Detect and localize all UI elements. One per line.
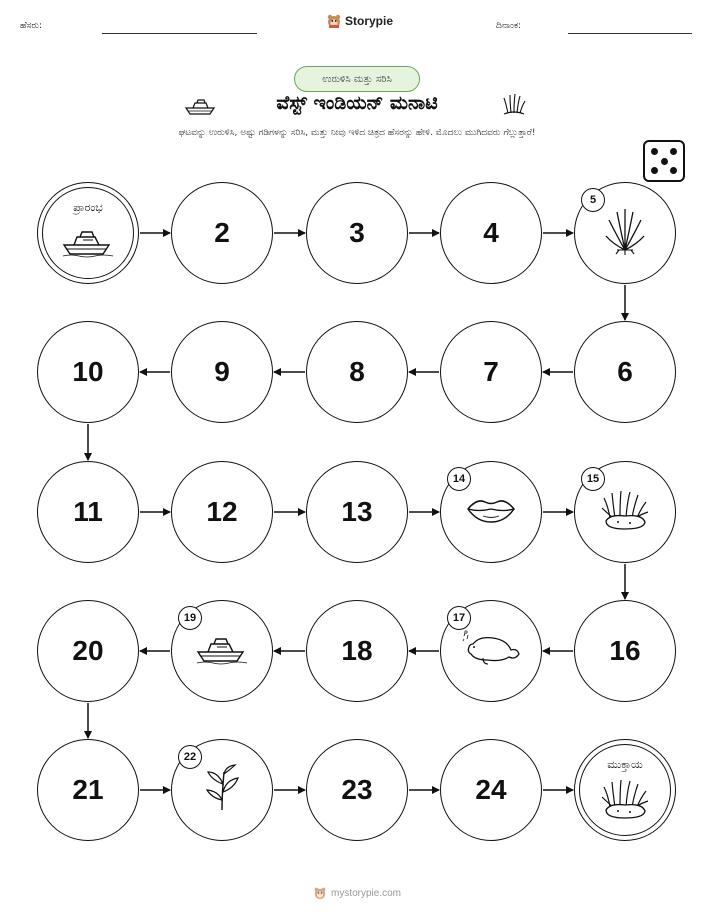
lips-icon <box>465 496 517 528</box>
space-number: 24 <box>475 774 507 805</box>
start-space[interactable] <box>37 182 139 284</box>
space-number: 16 <box>609 635 641 666</box>
footer <box>0 886 714 900</box>
space-number-badge: 15 <box>581 467 605 491</box>
board-space[interactable] <box>37 461 139 563</box>
subtitle-pill: ಉರುಳಿಸಿ ಮತ್ತು ಸರಿಸಿ <box>294 66 420 92</box>
board-space[interactable] <box>306 182 408 284</box>
board-space[interactable] <box>37 600 139 702</box>
board-space[interactable] <box>440 321 542 423</box>
board-space[interactable] <box>171 182 273 284</box>
space-number: 7 <box>483 356 499 387</box>
space-number: 13 <box>341 496 373 527</box>
page-title: ವೆಸ್ಟ್ ಇಂಡಿಯನ್ ಮನಾಟಿ <box>276 92 438 114</box>
space-number: 4 <box>483 217 499 248</box>
board-space[interactable] <box>171 461 273 563</box>
space-number: 9 <box>214 356 230 387</box>
space-number-badge: 5 <box>581 188 605 212</box>
space-number: 2 <box>214 217 230 248</box>
space-number-badge: 17 <box>447 606 471 630</box>
boat-icon <box>61 226 115 262</box>
space-number: 6 <box>617 356 633 387</box>
space-number: 11 <box>73 496 103 527</box>
date-label: ದಿನಾಂಕ: <box>496 21 522 31</box>
name-label: ಹೆಸರು: <box>20 21 43 31</box>
board-space[interactable] <box>306 600 408 702</box>
footer-mascot-icon <box>313 886 327 900</box>
finish-label: ಮುಕ್ತಾಯ <box>607 758 643 771</box>
instructions-text: ಘಟವನ್ನು ಉರುಳಿಸಿ, ಅಷ್ಟು ಗಡಿಗಳನ್ನು ಸರಿಸಿ, ಮತ್ತು ನೀವು ಇಳಿದ ಚಿತ್ರದ ಹೆಸರನ್ನು ಹೇಳಿ. ಮೊದಲು ಮುಗಿದವರು ಗೆಲ್ಲುತ್ತಾರೆ! <box>178 128 536 138</box>
board-space[interactable] <box>440 739 542 841</box>
board-space[interactable] <box>574 321 676 423</box>
space-number: 18 <box>341 635 373 666</box>
space-number: 3 <box>349 217 365 248</box>
board-space[interactable] <box>440 182 542 284</box>
board-space[interactable] <box>574 182 676 284</box>
board-space[interactable] <box>574 600 676 702</box>
board-space[interactable] <box>440 600 542 702</box>
board-space[interactable] <box>37 321 139 423</box>
board-space[interactable] <box>574 461 676 563</box>
space-number: 12 <box>206 496 238 527</box>
seagrass-rock-icon <box>600 777 650 825</box>
space-number-badge: 19 <box>178 606 202 630</box>
board-space[interactable] <box>306 739 408 841</box>
space-number-badge: 14 <box>447 467 471 491</box>
boat-icon <box>195 633 249 669</box>
board-space[interactable] <box>306 321 408 423</box>
space-number: 21 <box>72 774 104 805</box>
manatee-icon <box>461 630 521 672</box>
board-space[interactable] <box>171 600 273 702</box>
board-space[interactable] <box>37 739 139 841</box>
footer-site[interactable]: mystorypie.com <box>330 887 401 899</box>
space-number: 8 <box>349 356 365 387</box>
board-space[interactable] <box>171 739 273 841</box>
space-number: 10 <box>72 356 104 387</box>
leaf-sprig-icon <box>202 764 242 816</box>
board-space[interactable] <box>171 321 273 423</box>
seagrass-icon <box>603 206 647 260</box>
brand-name: Storypie <box>345 14 394 28</box>
space-number: 23 <box>341 774 373 805</box>
start-label: ಪ್ರಾರಂಭ <box>73 201 103 214</box>
finish-space[interactable] <box>574 739 676 841</box>
space-number-badge: 22 <box>178 745 202 769</box>
seagrass-rock-icon <box>600 488 650 536</box>
board-space[interactable] <box>440 461 542 563</box>
board-space[interactable] <box>306 461 408 563</box>
space-number: 20 <box>72 635 104 666</box>
